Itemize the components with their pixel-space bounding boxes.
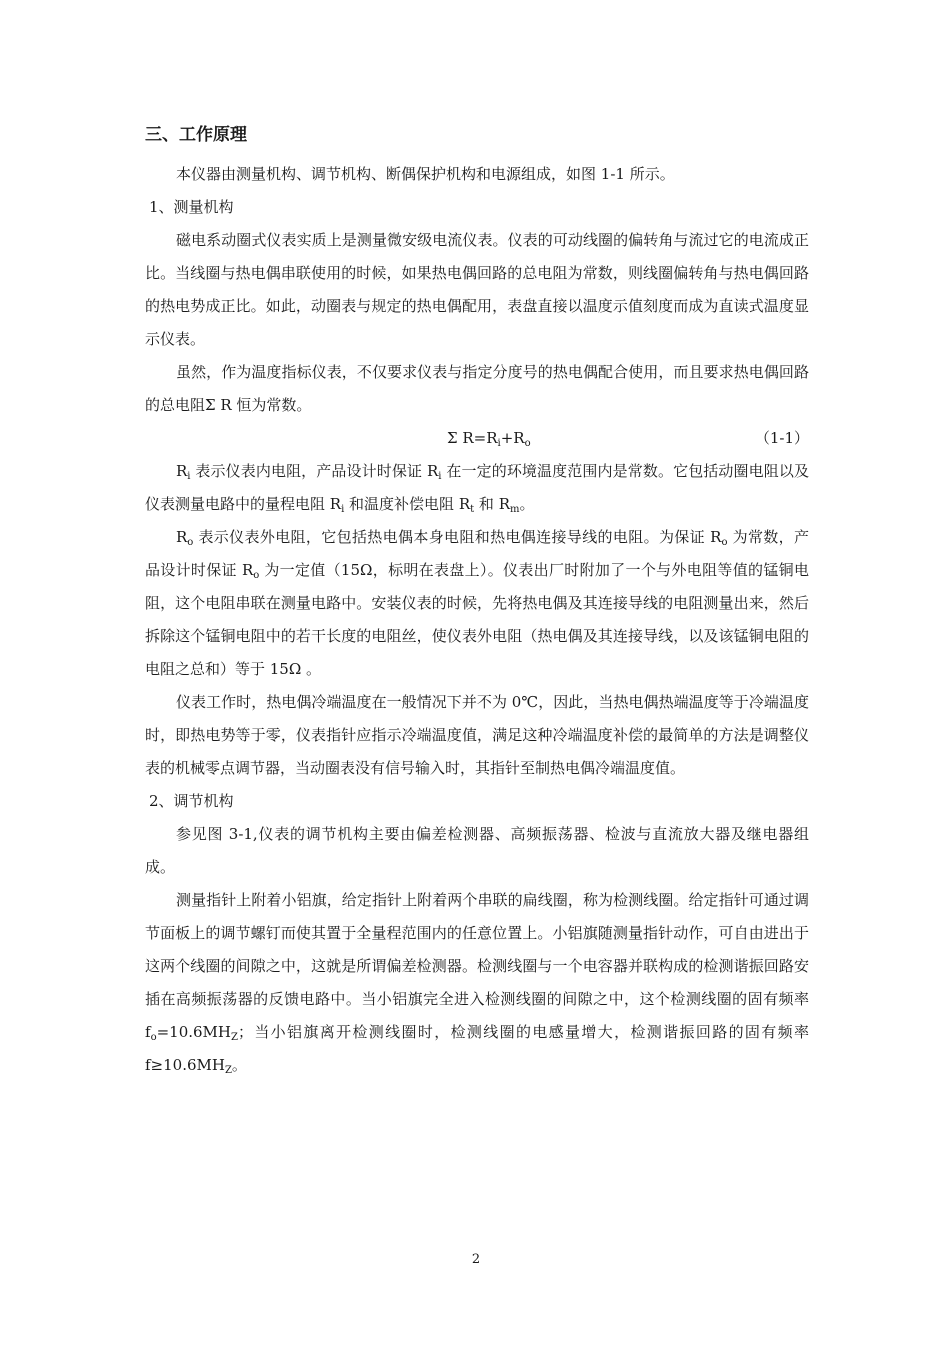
page-content — [145, 118, 809, 1082]
paragraph-total-resistance: 虽然，作为温度指标仪表，不仅要求仪表与指定分度号的热电偶配合使用，而且要求热电偶回路的总电阻Σ R 恒为常数。 — [145, 363, 809, 414]
paragraph-external-resistance: $R_o$ 表示仪表外电阻，它包括热电偶本身电阻和热电偶连接导线的电阻。为保证 $R_o$ 为常数，产品设计时保证 $R_o$ 为一定值（15Ω，标明在表盘上）。仪表出厂时附加了一个与外电阻等值的锰铜电阻，这个电阻串联在测量电路中。安装仪表的时候，先将热电偶及其连接导线的电阻测量出来，然后拆除这个锰铜电阻中的若干长度的电阻丝，使仪表外电阻（热电偶及其连接导线，以及该锰铜电阻的电阻之总和）等于 15Ω 。 — [145, 528, 809, 678]
subsection-heading-adjust: 2、调节机构 — [149, 792, 234, 810]
paragraph-measure-principle: 磁电系动圈式仪表实质上是测量微安级电流仪表。仪表的可动线圈的偏转角与流过它的电流成正比。当线圈与热电偶串联使用的时候，如果热电偶回路的总电阻为常数，则线圈偏转角与热电偶回路的热电势成正比。如此，动圈表与规定的热电偶配用，表盘直接以温度示值刻度而成为直读式温度显示仪表。 — [145, 231, 809, 348]
intro-paragraph: 本仪器由测量机构、调节机构、断偶保护机构和电源组成，如图 1-1 所示。 — [176, 165, 675, 183]
page-number: 2 — [471, 1252, 481, 1267]
paragraph-deviation-detector: 测量指针上附着小铝旗，给定指针上附着两个串联的扁线圈，称为检测线圈。给定指针可通过调节面板上的调节螺钉而使其置于全量程范围内的任意位置上。小铝旗随测量指针动作，可自由进出于这两个线圈的间隙之中，这就是所谓偏差检测器。检测线圈与一个电容器并联构成的检测谐振回路安插在高频振荡器的反馈电路中。当小铝旗完全进入检测线圈的间隙之中，这个检测线圈的固有频率 $f_o=10.6MH_Z$；当小铝旗离开检测线圈时，检测线圈的电感量增大，检测谐振回路的固有频率 $f\ge 10.6MH_Z$。 — [145, 891, 809, 1076]
paragraph-adjust-overview: 参见图 3-1,仪表的调节机构主要由偏差检测器、高频振荡器、检波与直流放大器及继电器组成。 — [145, 825, 809, 876]
formula-1-1 — [145, 422, 809, 455]
paragraph-cold-junction: 仪表工作时，热电偶冷端温度在一般情况下并不为 0℃，因此，当热电偶热端温度等于冷端温度时，即热电势等于零，仪表指针应指示冷端温度值，满足这种冷端温度补偿的最简单的方法是调整仪表的机械零点调节器，当动圈表没有信号输入时，其指针至制热电偶冷端温度值。 — [145, 693, 809, 777]
paragraph-internal-resistance: $R_i$ 表示仪表内电阻，产品设计时保证 $R_i$ 在一定的环境温度范围内是常数。它包括动圈电阻以及仪表测量电路中的量程电阻 $R_i$ 和温度补偿电阻 $R_t$ 和 $R_m$。 — [145, 462, 809, 515]
formula-number: （1-1） — [754, 429, 809, 447]
formula-expression: Σ $R=R_i+R_o$ — [447, 429, 531, 449]
section-title: 三、工作原理 — [145, 125, 247, 145]
subsection-heading-measure: 1、测量机构 — [149, 198, 234, 216]
